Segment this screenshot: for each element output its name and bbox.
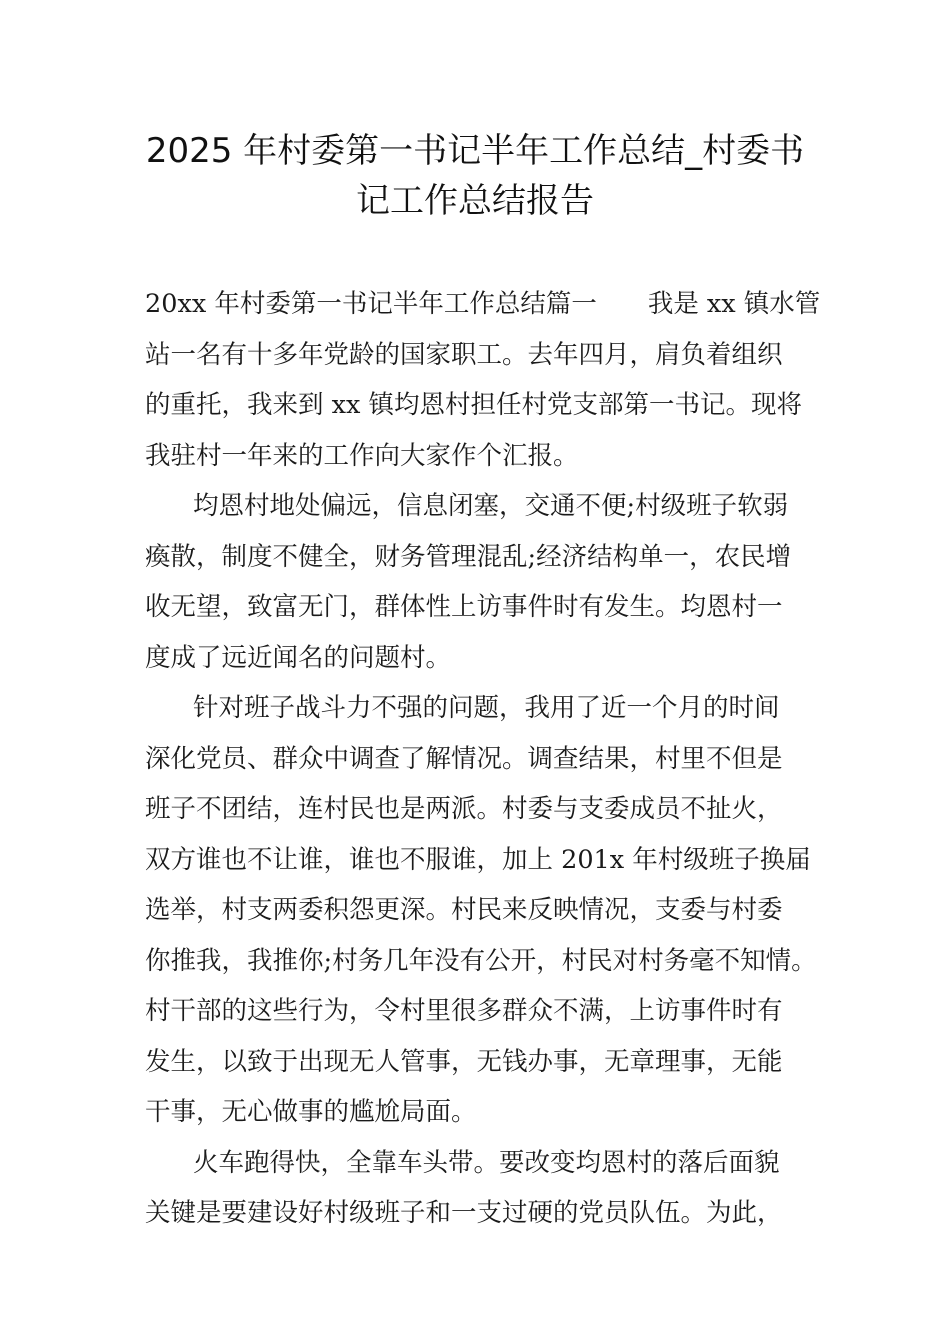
body-line: 的重托，我来到 xx 镇均恩村担任村党支部第一书记。现将: [145, 390, 802, 420]
body-line: 瘓散，制度不健全，财务管理混乱;经济结构单一，农民增: [145, 541, 792, 572]
body-line: 深化党员、群众中调查了解情况。调查结果，村里不但是: [145, 743, 783, 774]
body-line: 发生，以致于出现无人管事，无钱办事，无章理事，无能: [145, 1046, 783, 1077]
body-line: 均恩村地处偏远，信息闭塞，交通不便;村级班子软弱: [193, 491, 789, 521]
body-line: 关键是要建设好村级班子和一支过硬的党员队伍。为此，: [145, 1198, 783, 1228]
document-body: [145, 279, 835, 1239]
body-line: 选举，村支两委积怨更深。村民来反映情况，支委与村委: [145, 895, 783, 925]
body-line: 你推我，我推你;村务几年没有公开，村民对村务毫不知情。: [145, 945, 817, 976]
body-line: 火车跑得快，全靠车头带。要改变均恩村的落后面貌: [193, 1147, 780, 1178]
body-line: 班子不团结，连村民也是两派。村委与支委成员不扯火，: [145, 794, 783, 824]
body-line: 我驻村一年来的工作向大家作个汇报。: [145, 440, 579, 471]
body-line: 站一名有十多年党龄的国家职工。去年四月，肩负着组织: [145, 339, 783, 370]
body-line: 双方谁也不让谁，谁也不服谁，加上 201x 年村级班子换届: [145, 844, 811, 875]
title-line-1: 2025 年村委第一书记半年工作总结_村委书: [145, 131, 805, 171]
body-line: 收无望，致富无门，群体性上访事件时有发生。均恩村一: [145, 592, 783, 622]
document-title: [120, 126, 830, 226]
body-line: 干事，无心做事的尴尬局面。: [145, 1097, 477, 1127]
body-line: 20xx 年村委第一书记半年工作总结篇一 我是 xx 镇水管: [145, 289, 821, 319]
body-line: 度成了远近闻名的问题村。: [145, 642, 452, 673]
body-line: 村干部的这些行为，令村里很多群众不满，上访事件时有: [145, 996, 783, 1026]
body-line: 针对班子战斗力不强的问题，我用了近一个月的时间: [193, 693, 780, 723]
title-line-2: 记工作总结报告: [356, 181, 594, 221]
